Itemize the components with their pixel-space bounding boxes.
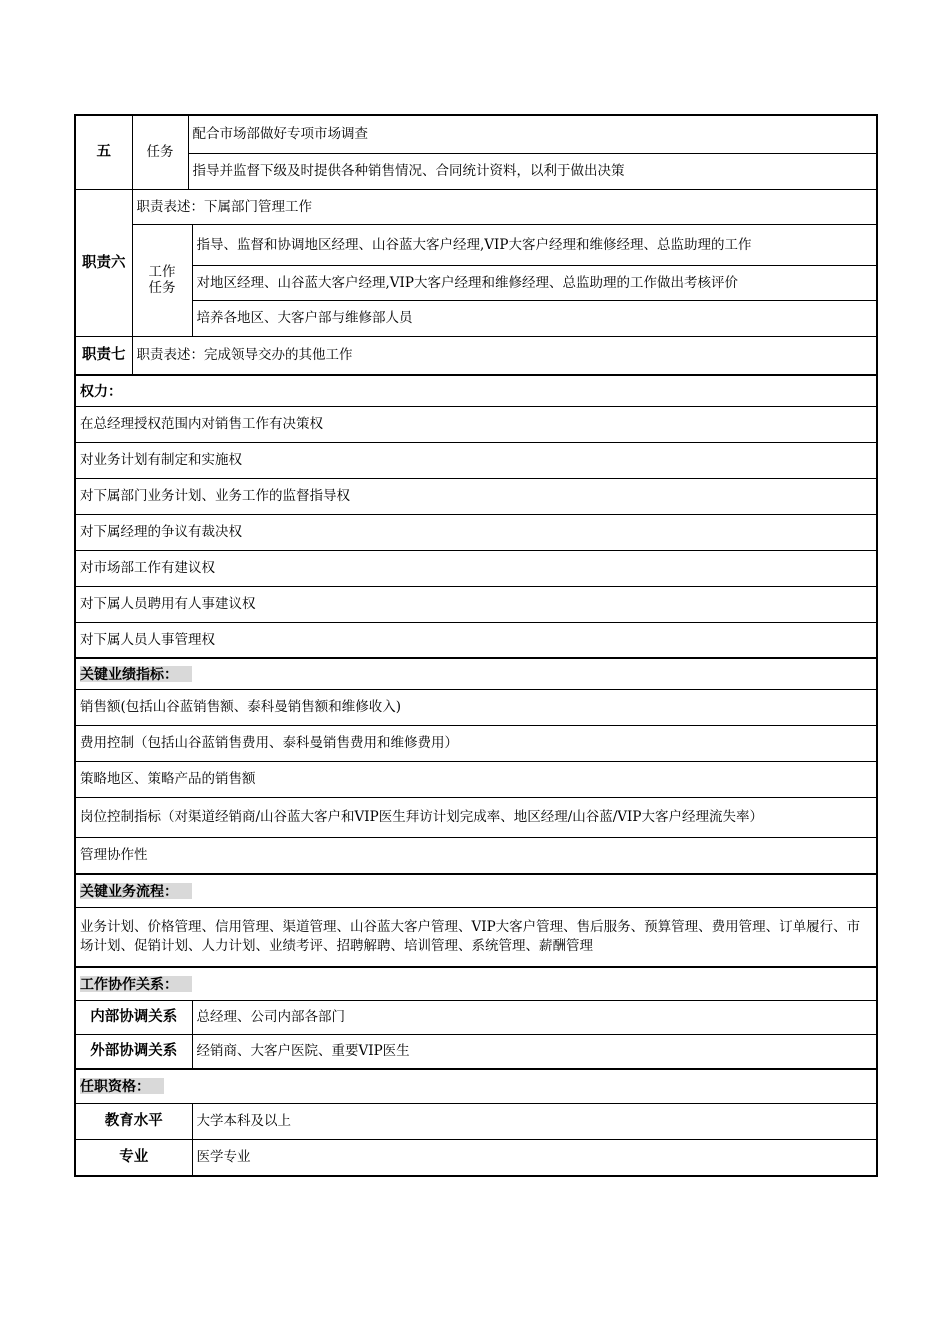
authority-item: 对市场部工作有建议权: [75, 550, 877, 586]
authority-item: 对下属人员聘用有人事建议权: [75, 586, 877, 622]
process-header-text: 关键业务流程：: [80, 883, 192, 899]
major-value: 医学专业: [192, 1139, 877, 1176]
authority-item: 在总经理授权范围内对销售工作有决策权: [75, 406, 877, 442]
authority-header-text: 权力：: [80, 382, 122, 399]
qualification-header: [75, 1069, 877, 1103]
authority-header: [75, 375, 877, 406]
external-collab-value: 经销商、大客户医院、重要VIP医生: [192, 1034, 877, 1069]
duty5-number: 五: [75, 115, 132, 189]
education-label: 教育水平: [75, 1103, 192, 1139]
duty6-work-task-label: 工作任务: [132, 224, 192, 336]
external-collab-label: 外部协调关系: [75, 1034, 192, 1069]
duty6-statement: 职责表述：下属部门管理工作: [132, 189, 877, 224]
kpi-header-text: 关键业绩指标：: [80, 666, 192, 682]
authority-item: 对下属经理的争议有裁决权: [75, 514, 877, 550]
duty5-task-2: 指导并监督下级及时提供各种销售情况、合同统计资料，以利于做出决策: [188, 153, 877, 189]
qualification-header-text: 任职资格：: [80, 1078, 164, 1094]
authority-item: 对下属人员人事管理权: [75, 622, 877, 658]
duty7-number: 职责七: [75, 336, 132, 375]
internal-collab-label: 内部协调关系: [75, 1000, 192, 1034]
kpi-item: 岗位控制指标（对渠道经销商/山谷蓝大客户和VIP医生拜访计划完成率、地区经理/山谷蓝/VIP大客户经理流失率）: [75, 797, 877, 837]
job-description-table-section: [74, 114, 876, 1177]
kpi-header: [75, 658, 877, 689]
duty7-statement: 职责表述：完成领导交办的其他工作: [132, 336, 877, 375]
duty6-task-3: 培养各地区、大客户部与维修部人员: [192, 300, 877, 336]
kpi-item: 管理协作性: [75, 837, 877, 874]
authority-item: 对下属部门业务计划、业务工作的监督指导权: [75, 478, 877, 514]
duty6-number: 职责六: [75, 189, 132, 336]
major-label: 专业: [75, 1139, 192, 1176]
duty6-task-2: 对地区经理、山谷蓝大客户经理,VIP大客户经理和维修经理、总监助理的工作做出考核评价: [192, 265, 877, 300]
duty5-task-label: 任务: [132, 115, 188, 189]
education-value: 大学本科及以上: [192, 1103, 877, 1139]
collab-header: [75, 967, 877, 1000]
collab-header-text: 工作协作关系：: [80, 976, 192, 992]
internal-collab-value: 总经理、公司内部各部门: [192, 1000, 877, 1034]
kpi-item: 费用控制（包括山谷蓝销售费用、泰科曼销售费用和维修费用）: [75, 725, 877, 761]
kpi-item: 销售额(包括山谷蓝销售额、泰科曼销售额和维修收入): [75, 689, 877, 725]
kpi-item: 策略地区、策略产品的销售额: [75, 761, 877, 797]
process-text: 业务计划、价格管理、信用管理、渠道管理、山谷蓝大客户管理、VIP大客户管理、售后服务、预算管理、费用管理、订单履行、市场计划、促销计划、人力计划、业绩考评、招聘解聘、培训管理、系统管理、薪酬管理: [75, 907, 877, 967]
process-header: [75, 874, 877, 907]
job-description-table: [74, 114, 878, 1177]
authority-item: 对业务计划有制定和实施权: [75, 442, 877, 478]
duty6-task-1: 指导、监督和协调地区经理、山谷蓝大客户经理,VIP大客户经理和维修经理、总监助理的工作: [192, 224, 877, 265]
duty5-task-1: 配合市场部做好专项市场调查: [188, 115, 877, 153]
